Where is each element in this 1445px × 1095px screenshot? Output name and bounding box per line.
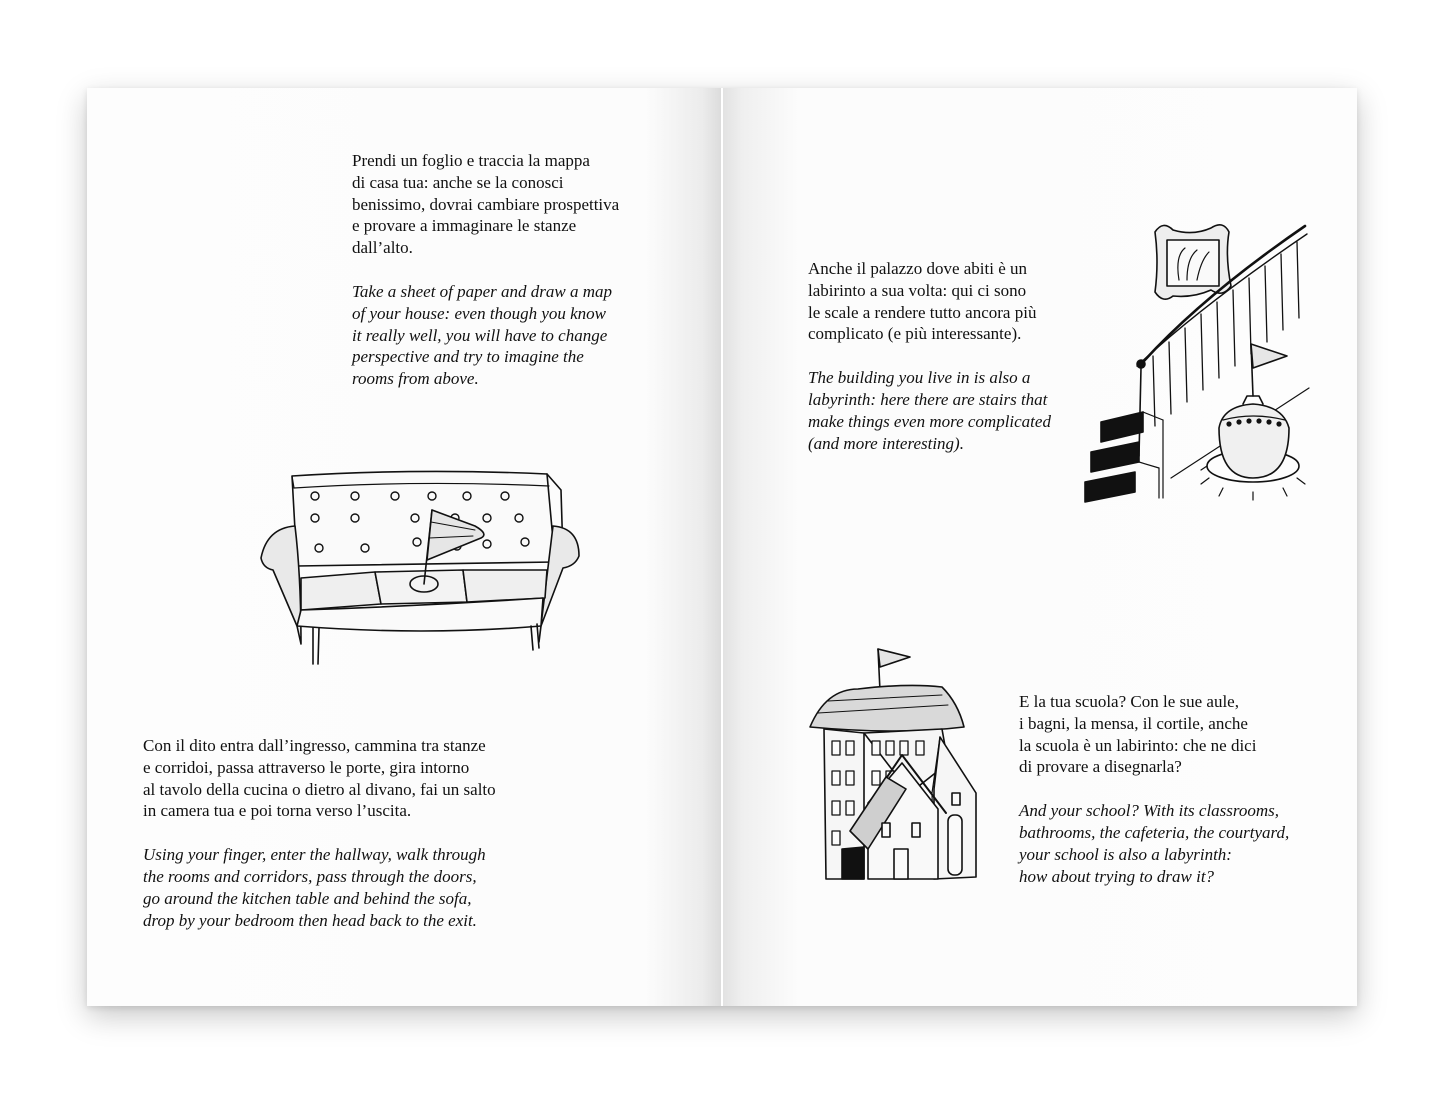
walk-english: Using your finger, enter the hallway, walk through the rooms and corridors, pass through the doors, go around the kitchen table and behind the sofa, drop by your bedroom then head back to the exit. (143, 845, 486, 930)
sofa-illustration (257, 466, 582, 666)
staircase-illustration (1083, 216, 1313, 506)
school-italian: E la tua scuola? Con le sue aule, i bagni, la mensa, il cortile, anche la scuola è un labirinto: che ne dici di provare a disegnarla? (1019, 692, 1257, 777)
intro-english: Take a sheet of paper and draw a map of your house: even though you know it really well, you will have to change perspective and try to imagine the rooms from above. (352, 281, 613, 389)
building-text (808, 258, 1098, 454)
building-english: The building you live in is also a labyrinth: here there are stairs that make things even more complicated (and more interesting). (808, 368, 1051, 453)
school-text (1019, 691, 1339, 887)
intro-text (352, 150, 682, 390)
building-italian: Anche il palazzo dove abiti è un labirinto a sua volta: qui ci sono le scale a rendere tutto ancora più complicato (e più interessante). (808, 259, 1037, 344)
school-english: And your school? With its classrooms, bathrooms, the cafeteria, the courtyard, your school is also a labyrinth: how about trying to draw it? (1019, 801, 1290, 886)
right-page (723, 88, 1357, 1006)
school-illustration (798, 643, 1008, 893)
intro-italian: Prendi un foglio e traccia la mappa di casa tua: anche se la conosci benissimo, dovrai cambiare prospettiva e provare a immaginare le stanze dall’alto. (352, 151, 620, 258)
left-page (87, 88, 721, 1006)
book-spread (87, 88, 1357, 1006)
walk-text (143, 735, 583, 931)
walk-italian: Con il dito entra dall’ingresso, cammina tra stanze e corridoi, passa attraverso le porte, gira intorno al tavolo della cucina o dietro al divano, fai un salto in camera tua e poi torna verso l’uscita. (143, 736, 496, 821)
